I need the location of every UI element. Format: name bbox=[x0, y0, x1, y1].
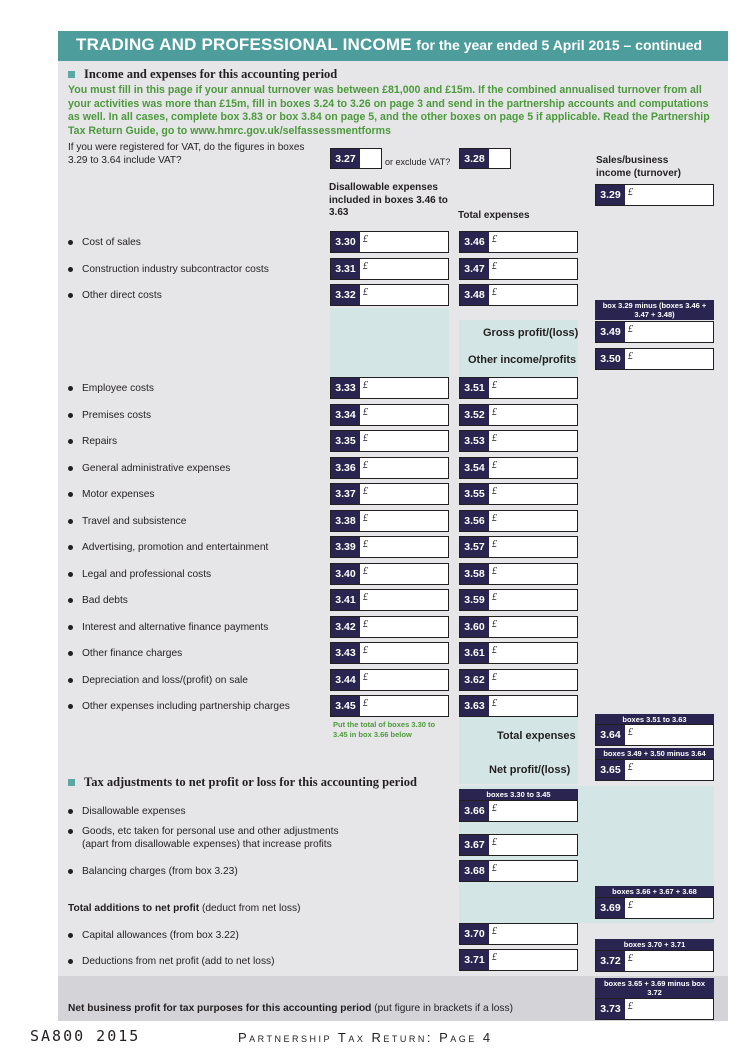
expense-row-label bbox=[68, 621, 268, 634]
col-head-disallowable: Disallowable expenses included in boxes 3.46 to 3.63 bbox=[329, 182, 448, 218]
box-number: 3.29 bbox=[596, 185, 625, 205]
bullet-icon bbox=[68, 869, 73, 874]
pound-icon: £ bbox=[628, 1001, 633, 1012]
pound-icon: £ bbox=[363, 645, 368, 656]
expense-row-label bbox=[68, 435, 117, 448]
bullet-icon bbox=[68, 386, 73, 391]
box-number: 3.65 bbox=[596, 760, 625, 780]
box-number: 3.53 bbox=[460, 431, 489, 451]
bullet-icon bbox=[68, 466, 73, 471]
pound-icon: £ bbox=[492, 486, 497, 497]
deductions-row bbox=[68, 955, 275, 968]
square-bullet-icon bbox=[68, 779, 75, 786]
row-label: Advertising, promotion and entertainment bbox=[82, 542, 269, 553]
box-3-67[interactable] bbox=[459, 834, 578, 856]
net-business-note: boxes 3.65 + 3.69 minus box 3.72 bbox=[595, 978, 714, 998]
col-head-total: Total expenses bbox=[458, 210, 530, 221]
row-label: Balancing charges (from box 3.23) bbox=[82, 866, 238, 877]
net-business-bold: Net business profit for tax purposes for this accounting period bbox=[68, 1003, 372, 1014]
total-expense-box[interactable] bbox=[459, 669, 578, 691]
row-label: Other expenses including partnership charges bbox=[82, 701, 290, 712]
expense-row-label bbox=[68, 409, 151, 422]
box-number: 3.68 bbox=[460, 861, 489, 881]
pound-icon: £ bbox=[492, 539, 497, 550]
box-number: 3.60 bbox=[460, 617, 489, 637]
total-expense-box[interactable] bbox=[459, 377, 578, 399]
total-expense-box[interactable] bbox=[459, 258, 578, 280]
box-number: 3.35 bbox=[331, 431, 360, 451]
pound-icon: £ bbox=[363, 592, 368, 603]
net-profit-note: boxes 3.49 + 3.50 minus 3.64 bbox=[595, 748, 714, 759]
box-number: 3.41 bbox=[331, 590, 360, 610]
expense-row-label bbox=[68, 568, 211, 581]
goods-adjustments-row bbox=[68, 825, 339, 851]
total-additions-label bbox=[68, 903, 300, 914]
total-expense-box[interactable] bbox=[459, 457, 578, 479]
row-label: Other finance charges bbox=[82, 648, 183, 659]
box-3-50[interactable] bbox=[595, 348, 714, 370]
disallowable-box[interactable] bbox=[330, 258, 449, 280]
total-expense-box[interactable] bbox=[459, 616, 578, 638]
col-head-sales: Sales/business income (turnover) bbox=[596, 155, 682, 179]
page-header bbox=[58, 31, 728, 61]
pound-icon: £ bbox=[363, 512, 368, 524]
bullet-icon bbox=[68, 519, 73, 524]
total-expense-box[interactable] bbox=[459, 284, 578, 306]
expense-row-label bbox=[68, 515, 186, 528]
pound-icon: £ bbox=[492, 926, 497, 937]
box-number: 3.31 bbox=[331, 259, 360, 279]
box-number: 3.71 bbox=[460, 950, 489, 970]
section-heading: Income and expenses for this accounting period bbox=[84, 67, 338, 81]
gross-profit-label: Gross profit/(loss) bbox=[483, 327, 579, 339]
box-number: 3.56 bbox=[460, 511, 489, 531]
pound-icon: £ bbox=[363, 698, 368, 709]
pound-icon: £ bbox=[492, 671, 497, 683]
pound-icon: £ bbox=[363, 539, 368, 550]
row-label: Cost of sales bbox=[82, 237, 141, 248]
box-3-65[interactable] bbox=[595, 759, 714, 781]
box-number: 3.37 bbox=[331, 484, 360, 504]
row-label: Disallowable expenses bbox=[82, 806, 186, 817]
row-label: Repairs bbox=[82, 436, 118, 447]
pound-icon: £ bbox=[363, 406, 368, 418]
box-number: 3.73 bbox=[596, 999, 625, 1019]
pound-icon: £ bbox=[492, 234, 497, 245]
pound-icon: £ bbox=[363, 380, 368, 391]
bullet-icon bbox=[68, 267, 73, 272]
box-number: 3.44 bbox=[331, 670, 360, 690]
box-3-27[interactable] bbox=[330, 148, 382, 169]
box-number: 3.50 bbox=[596, 349, 625, 369]
total-expense-box[interactable] bbox=[459, 642, 578, 664]
form-code: SA800 2015 bbox=[30, 1027, 141, 1045]
box-number: 3.54 bbox=[460, 458, 489, 478]
pound-icon: £ bbox=[628, 324, 633, 335]
pound-icon: £ bbox=[363, 486, 368, 497]
bullet-icon bbox=[68, 413, 73, 418]
pound-icon: £ bbox=[363, 671, 368, 683]
row-label: Deductions from net profit (add to net loss) bbox=[82, 956, 275, 967]
pound-icon: £ bbox=[628, 187, 633, 198]
box-3-64[interactable] bbox=[595, 724, 714, 746]
total-expenses-label: Total expenses bbox=[497, 730, 576, 742]
box-number: 3.62 bbox=[460, 670, 489, 690]
disallowable-box[interactable] bbox=[330, 563, 449, 585]
pound-icon: £ bbox=[492, 863, 497, 874]
disallowable-box[interactable] bbox=[330, 377, 449, 399]
page-title: TRADING AND PROFESSIONAL INCOME bbox=[76, 35, 412, 54]
expense-row-label bbox=[68, 647, 182, 660]
disallowable-expenses-row bbox=[68, 805, 186, 818]
row-label: Employee costs bbox=[82, 383, 154, 394]
expense-row-label bbox=[68, 382, 154, 395]
row-label: Interest and alternative finance payments bbox=[82, 621, 269, 633]
balancing-charges-row bbox=[68, 865, 238, 878]
expense-row-label bbox=[68, 674, 248, 687]
pound-icon: £ bbox=[492, 645, 497, 656]
bullet-icon bbox=[68, 439, 73, 444]
box-number: 3.28 bbox=[460, 149, 489, 168]
box-number: 3.36 bbox=[331, 458, 360, 478]
total-disallowable-note: Put the total of boxes 3.30 to 3.45 in box 3.66 below bbox=[333, 720, 436, 739]
disallowable-box[interactable] bbox=[330, 669, 449, 691]
disallowable-box[interactable] bbox=[330, 589, 449, 611]
row-label-line-1: Goods, etc taken for personal use and other adjustments bbox=[82, 826, 339, 837]
bullet-icon bbox=[68, 293, 73, 298]
section-tax-adjustments bbox=[68, 775, 417, 790]
total-additions-bold: Total additions to net profit bbox=[68, 903, 200, 914]
row-label: General administrative expenses bbox=[82, 462, 231, 474]
bullet-icon bbox=[68, 678, 73, 683]
box-number: 3.55 bbox=[460, 484, 489, 504]
box-number: 3.43 bbox=[331, 643, 360, 663]
box-number: 3.47 bbox=[460, 259, 489, 279]
bullet-icon bbox=[68, 959, 73, 964]
bullet-icon bbox=[68, 598, 73, 603]
pound-icon: £ bbox=[363, 433, 368, 444]
or-exclude-vat-label: or exclude VAT? bbox=[385, 157, 451, 167]
bullet-icon bbox=[68, 651, 73, 656]
pound-icon: £ bbox=[492, 433, 497, 444]
box-3-68[interactable] bbox=[459, 860, 578, 882]
bullet-icon bbox=[68, 240, 73, 245]
bullet-icon bbox=[68, 809, 73, 814]
box-number: 3.57 bbox=[460, 537, 489, 557]
box-3-73[interactable] bbox=[595, 998, 714, 1020]
box-3-71[interactable] bbox=[459, 949, 578, 971]
expense-row-label bbox=[68, 541, 268, 554]
box-number: 3.42 bbox=[331, 617, 360, 637]
pound-icon: £ bbox=[363, 287, 368, 298]
total-expenses-note: boxes 3.51 to 3.63 bbox=[595, 714, 714, 725]
total-expense-box[interactable] bbox=[459, 695, 578, 717]
box-3-70[interactable] bbox=[459, 923, 578, 945]
pound-icon: £ bbox=[492, 512, 497, 524]
pound-icon: £ bbox=[492, 837, 497, 848]
expense-row-label bbox=[68, 700, 290, 713]
gross-calc-note: box 3.29 minus (boxes 3.46 + 3.47 + 3.48) bbox=[595, 300, 714, 320]
pound-icon: £ bbox=[363, 459, 368, 471]
pound-icon: £ bbox=[492, 592, 497, 603]
bullet-icon bbox=[68, 545, 73, 550]
box-number: 3.66 bbox=[460, 801, 489, 821]
box-number: 3.38 bbox=[331, 511, 360, 531]
disallowable-box[interactable] bbox=[330, 404, 449, 426]
bullet-icon bbox=[68, 829, 73, 834]
row-label: Motor expenses bbox=[82, 489, 155, 500]
pound-icon: £ bbox=[628, 727, 633, 738]
disallowable-box[interactable] bbox=[330, 483, 449, 505]
disallowable-note: boxes 3.30 to 3.45 bbox=[459, 789, 578, 800]
row-label: Travel and subsistence bbox=[82, 515, 187, 527]
box-number: 3.63 bbox=[460, 696, 489, 716]
pound-icon: £ bbox=[363, 618, 368, 630]
box-3-66[interactable] bbox=[459, 800, 578, 822]
pound-icon: £ bbox=[628, 351, 633, 362]
disallowable-box[interactable] bbox=[330, 231, 449, 253]
row-label: Depreciation and loss/(profit) on sale bbox=[82, 674, 248, 686]
capital-allowances-row bbox=[68, 929, 239, 942]
pound-icon: £ bbox=[492, 565, 497, 577]
box-3-69[interactable] bbox=[595, 897, 714, 919]
row-label-line-2: (apart from disallowable expenses) that increase profits bbox=[82, 839, 332, 850]
square-bullet-icon bbox=[68, 71, 75, 78]
box-number: 3.40 bbox=[331, 564, 360, 584]
box-number: 3.49 bbox=[596, 322, 625, 342]
deductions-note: boxes 3.70 + 3.71 bbox=[595, 939, 714, 950]
box-number: 3.48 bbox=[460, 285, 489, 305]
row-label: Other direct costs bbox=[82, 290, 162, 301]
box-number: 3.64 bbox=[596, 725, 625, 745]
disallowable-box[interactable] bbox=[330, 284, 449, 306]
additions-note: boxes 3.66 + 3.67 + 3.68 bbox=[595, 886, 714, 897]
expense-row-label bbox=[68, 236, 141, 249]
disallowable-box[interactable] bbox=[330, 616, 449, 638]
box-3-49[interactable] bbox=[595, 321, 714, 343]
pound-icon: £ bbox=[628, 900, 633, 911]
bullet-icon bbox=[68, 572, 73, 577]
box-number: 3.67 bbox=[460, 835, 489, 855]
net-business-rest: (put figure in brackets if a loss) bbox=[374, 1003, 513, 1014]
box-number: 3.45 bbox=[331, 696, 360, 716]
expense-row-label bbox=[68, 462, 230, 475]
box-number: 3.72 bbox=[596, 951, 625, 971]
row-label: Bad debts bbox=[82, 595, 128, 606]
pound-icon: £ bbox=[492, 260, 497, 272]
pound-icon: £ bbox=[492, 406, 497, 418]
total-expense-box[interactable] bbox=[459, 404, 578, 426]
pound-icon: £ bbox=[492, 459, 497, 471]
page-subtitle: for the year ended 5 April 2015 – continued bbox=[416, 37, 703, 53]
pound-icon: £ bbox=[492, 618, 497, 630]
expense-row-label bbox=[68, 594, 128, 607]
expense-row-label bbox=[68, 488, 154, 501]
box-number: 3.27 bbox=[331, 149, 360, 168]
section-heading: Tax adjustments to net profit or loss for this accounting period bbox=[84, 775, 417, 789]
net-business-profit-label bbox=[68, 1003, 513, 1014]
box-number: 3.61 bbox=[460, 643, 489, 663]
vat-question: If you were registered for VAT, do the figures in boxes 3.29 to 3.64 include VAT? bbox=[68, 142, 305, 166]
disallowable-box[interactable] bbox=[330, 430, 449, 452]
page-label: Partnership Tax Return: Page 4 bbox=[238, 1030, 493, 1045]
total-expense-box[interactable] bbox=[459, 536, 578, 558]
box-number: 3.30 bbox=[331, 232, 360, 252]
disallowable-box[interactable] bbox=[330, 457, 449, 479]
total-expense-box[interactable] bbox=[459, 231, 578, 253]
total-expense-box[interactable] bbox=[459, 510, 578, 532]
box-number: 3.33 bbox=[331, 378, 360, 398]
gross-disallowable-shade bbox=[330, 308, 449, 380]
box-number: 3.69 bbox=[596, 898, 625, 918]
pound-icon: £ bbox=[628, 762, 633, 773]
row-label bbox=[82, 825, 339, 851]
box-number: 3.52 bbox=[460, 405, 489, 425]
net-profit-label: Net profit/(loss) bbox=[489, 764, 571, 776]
row-label: Capital allowances (from box 3.22) bbox=[82, 930, 239, 941]
section-income-expenses bbox=[68, 67, 337, 82]
box-number: 3.32 bbox=[331, 285, 360, 305]
box-number: 3.70 bbox=[460, 924, 489, 944]
expense-row-label bbox=[68, 289, 162, 302]
box-number: 3.59 bbox=[460, 590, 489, 610]
box-3-72[interactable] bbox=[595, 950, 714, 972]
pound-icon: £ bbox=[363, 234, 368, 245]
bullet-icon bbox=[68, 933, 73, 938]
disallowable-box[interactable] bbox=[330, 695, 449, 717]
total-expense-box[interactable] bbox=[459, 483, 578, 505]
other-income-label: Other income/profits bbox=[468, 354, 577, 366]
pound-icon: £ bbox=[492, 380, 497, 391]
bullet-icon bbox=[68, 625, 73, 630]
pound-icon: £ bbox=[492, 287, 497, 298]
pound-icon: £ bbox=[492, 952, 497, 963]
row-label: Legal and professional costs bbox=[82, 568, 212, 580]
bullet-icon bbox=[68, 704, 73, 709]
box-number: 3.34 bbox=[331, 405, 360, 425]
pound-icon: £ bbox=[628, 953, 633, 964]
disallowable-box[interactable] bbox=[330, 536, 449, 558]
total-expense-box[interactable] bbox=[459, 589, 578, 611]
pound-icon: £ bbox=[363, 260, 368, 272]
pound-icon: £ bbox=[363, 565, 368, 577]
row-label: Premises costs bbox=[82, 409, 152, 421]
total-expense-box[interactable] bbox=[459, 430, 578, 452]
total-additions-rest: (deduct from net loss) bbox=[201, 903, 301, 914]
box-3-28[interactable] bbox=[459, 148, 511, 169]
expense-row-label bbox=[68, 263, 269, 276]
pound-icon: £ bbox=[492, 698, 497, 709]
box-number: 3.46 bbox=[460, 232, 489, 252]
disallowable-box[interactable] bbox=[330, 510, 449, 532]
box-number: 3.39 bbox=[331, 537, 360, 557]
bullet-icon bbox=[68, 492, 73, 497]
disallowable-box[interactable] bbox=[330, 642, 449, 664]
row-label: Construction industry subcontractor costs bbox=[82, 263, 269, 275]
total-expense-box[interactable] bbox=[459, 563, 578, 585]
box-3-29[interactable] bbox=[595, 184, 714, 206]
box-number: 3.51 bbox=[460, 378, 489, 398]
turnover-notice: You must fill in this page if your annual turnover was between £81,000 and £15m. If the combined annualised turnover from all your activities was more than £15m, fill in boxes 3.24 to 3.26 on page 3 and send in the partnership accounts and computations as well. In all cases, complete box 3.83 or box 3.84 on page 5, and the other boxes on page 5 if applicable. Read the Partnership Tax Return Guide, go to www.hmrc.gov.uk/selfassessmentforms bbox=[68, 84, 710, 137]
pound-icon: £ bbox=[492, 803, 497, 814]
box-number: 3.58 bbox=[460, 564, 489, 584]
